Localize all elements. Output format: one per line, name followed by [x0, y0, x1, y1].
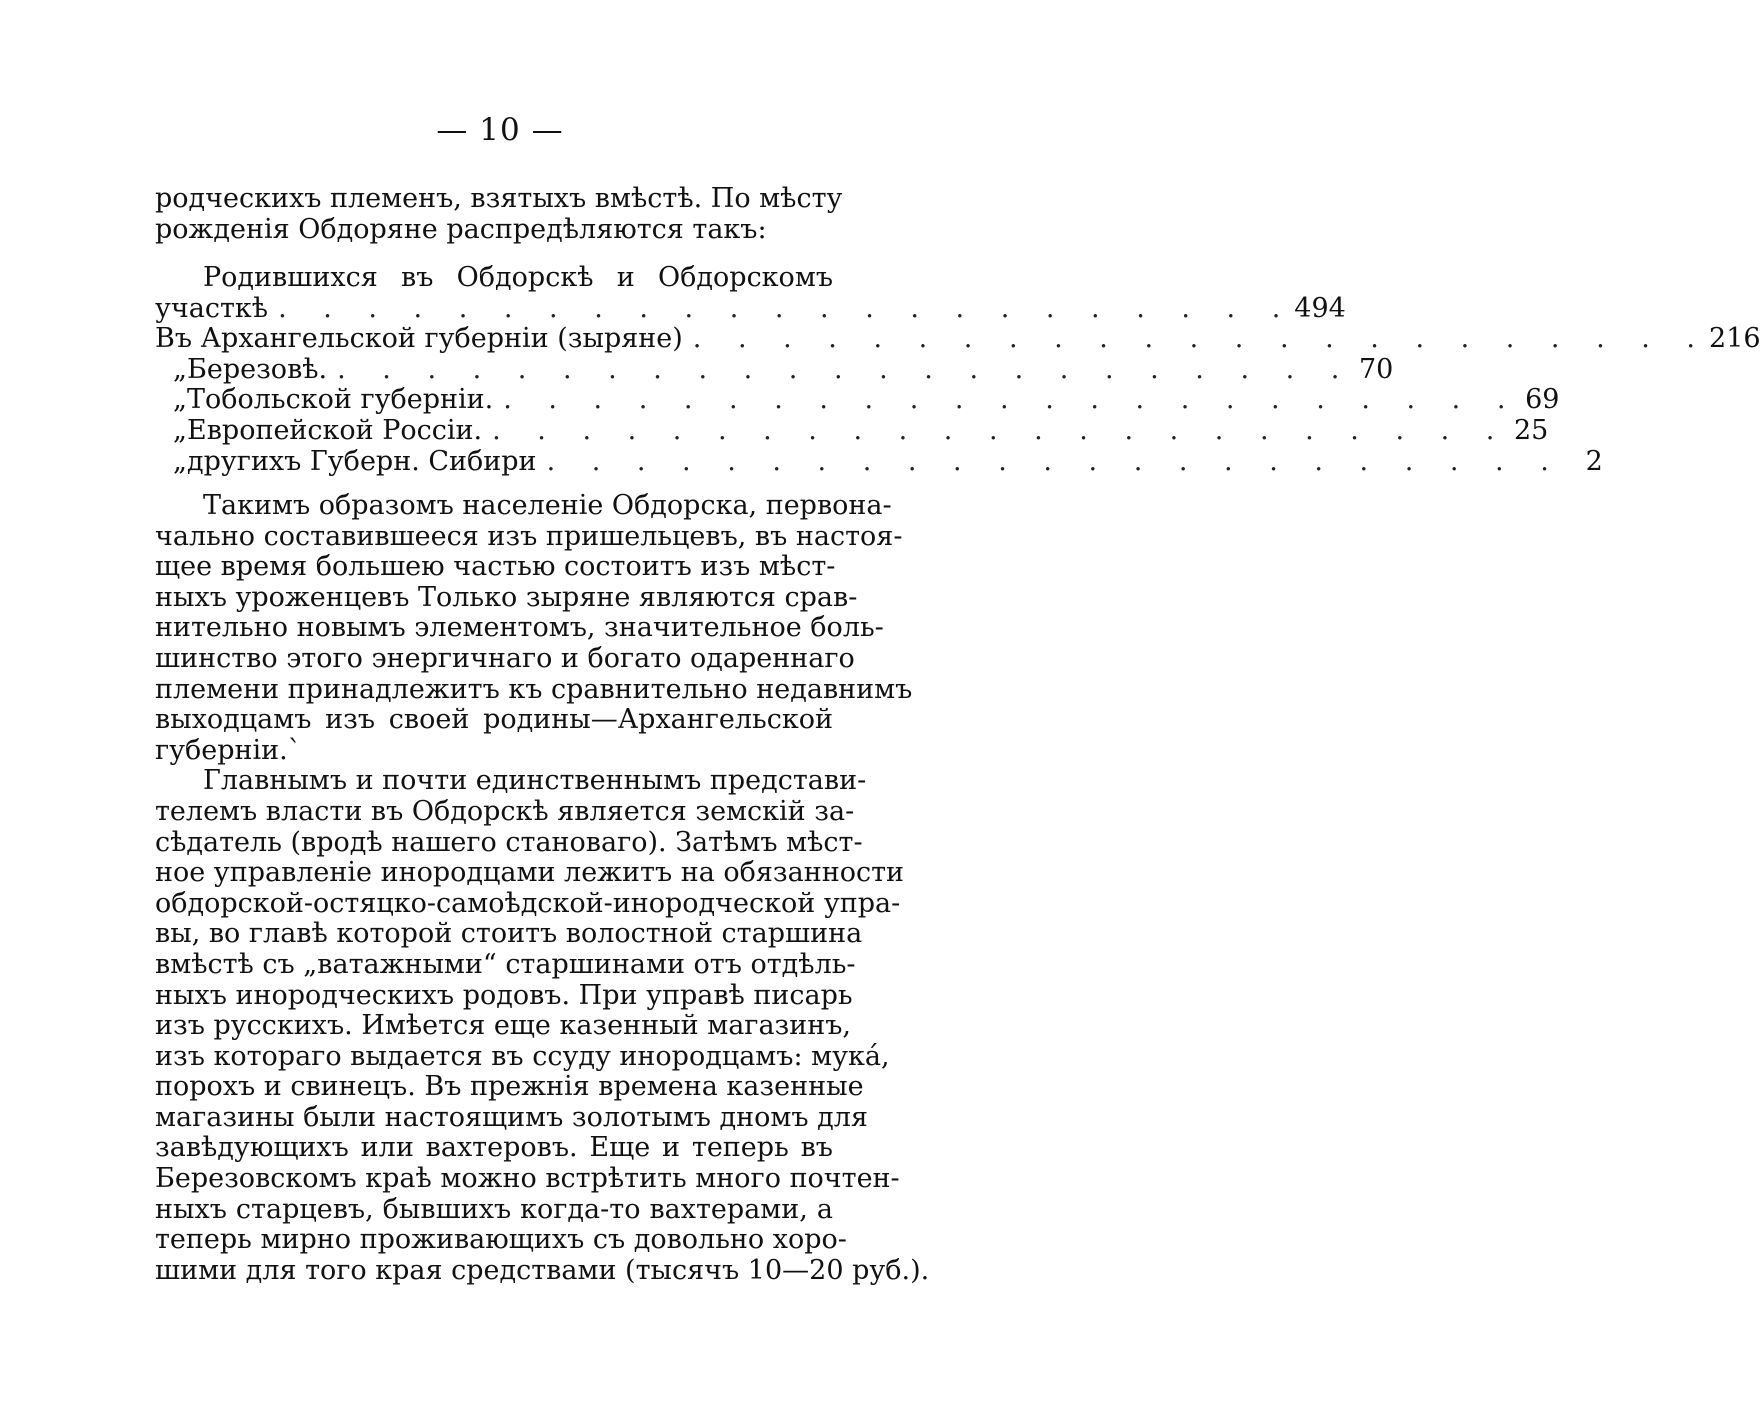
text-line: Березовскомъ краѣ можно встрѣтить много почтен-: [155, 1163, 900, 1195]
leader-dots: . . . . . . . . . . . . . . . . . . . . . . .: [492, 414, 1509, 446]
text-line: щее время большею частью состоитъ изъ мѣст-: [155, 551, 836, 583]
ditto-mark: „: [173, 445, 187, 477]
list-row: [155, 323, 1761, 355]
leader-dots: . . . . . . . . . . . . . . . . . . . . . . .: [692, 323, 1710, 355]
list-row-label: Березовѣ.: [187, 353, 328, 385]
text-line: выходцамъ изъ своей родины—Архангельской: [155, 704, 833, 736]
list-row: [155, 384, 1560, 416]
text-line: ное управленіе инородцами лежитъ на обязанности: [155, 857, 905, 889]
body-paragraphs: [155, 490, 930, 1286]
list-row-label: Тобольской губерніи.: [187, 384, 494, 416]
list-row: [155, 353, 1394, 386]
text-line: порохъ и свинецъ. Въ прежнія времена казенные: [155, 1071, 864, 1103]
list-row: [155, 292, 1346, 325]
text-line: изъ котораго выдается въ ссуду инородцамъ: мука́,: [155, 1040, 890, 1072]
text-line: Такимъ образомъ населеніе Обдорска, первона-: [203, 490, 892, 521]
text-line: вы, во главѣ которой стоитъ волостной старшина: [155, 918, 863, 950]
list-row-value: 25: [1514, 414, 1549, 446]
ditto-mark: „: [173, 414, 187, 446]
leader-dots: . . . . . . . . . . . . . . . . . . . . . . .: [337, 353, 1354, 385]
leader-dots: . . . . . . . . . . . . . . . . . . . . . . .: [278, 292, 1295, 324]
list-heading: Родившихся въ Обдорскѣ и Обдорскомъ: [203, 262, 833, 293]
ditto-mark: „: [173, 353, 187, 385]
text-line: Главнымъ и почти единственнымъ представи-: [203, 765, 867, 797]
text-line: ныхъ инородческихъ родовъ. При управѣ писарь: [155, 979, 853, 1011]
text-line: шинство этого энергичнаго и богато одареннаго: [155, 642, 855, 674]
list-row-label: другихъ Губерн. Сибири: [187, 445, 537, 477]
ditto-mark: „: [173, 384, 187, 416]
text-line: изъ русскихъ. Имѣется еще казенный магазинъ,: [155, 1010, 852, 1042]
leader-dots: . . . . . . . . . . . . . . . . . . . . . . .: [503, 384, 1520, 416]
list-row: [155, 445, 1603, 478]
list-row-value: 216: [1709, 323, 1761, 355]
list-row-label: Европейской Россіи.: [187, 414, 483, 446]
text-line: магазины были настоящимъ золотымъ дномъ для: [155, 1101, 868, 1133]
list-row-label: участкѣ: [155, 292, 269, 324]
text-line: рожденія Обдоряне распредѣляются такъ:: [155, 213, 767, 245]
list-row-value: 494: [1294, 292, 1346, 324]
text-line: завѣдующихъ или вахтеровъ. Еще и теперь въ: [155, 1132, 833, 1164]
text-line: телемъ власти въ Обдорскѣ является земскій за-: [155, 795, 855, 827]
list-row-value: 70: [1359, 353, 1394, 385]
list-row: [155, 414, 1549, 447]
list-row-value: 69: [1525, 384, 1560, 416]
birthplace-list: [155, 262, 1761, 477]
text-line: чально составившееся изъ пришельцевъ, въ настоя-: [155, 520, 903, 552]
intro-paragraph: [155, 183, 843, 245]
leader-dots: . . . . . . . . . . . . . . . . . . . . . . .: [546, 445, 1563, 477]
text-line: нительно новымъ элементомъ, значительное боль-: [155, 612, 884, 644]
list-row-label: Въ Архангельской губерніи (зыряне): [155, 323, 683, 355]
text-line: ныхъ уроженцевъ Только зыряне являются срав-: [155, 581, 858, 613]
text-line: теперь мирно проживающихъ съ довольно хоро-: [155, 1224, 847, 1256]
text-line: вмѣстѣ съ „ватажными“ старшинами отъ отдѣль-: [155, 948, 856, 980]
page-number: — 10 —: [436, 112, 564, 148]
text-line: ныхъ старцевъ, бывшихъ когда-то вахтерами, а: [155, 1193, 833, 1225]
text-line: сѣдатель (вродѣ нашего становаго). Затѣмъ мѣст-: [155, 826, 863, 858]
text-line: племени принадлежитъ къ сравнительно недавнимъ: [155, 673, 913, 705]
list-row-value: 2: [1585, 445, 1603, 477]
text-line: шими для того края средствами (тысячъ 10—20 руб.).: [155, 1254, 930, 1286]
text-line: обдорской-остяцко-самоѣдской-инородческой упра-: [155, 887, 901, 919]
text-line: родческихъ племенъ, взятыхъ вмѣстѣ. По мѣсту: [155, 183, 843, 214]
text-line: губерніи.`: [155, 734, 302, 766]
